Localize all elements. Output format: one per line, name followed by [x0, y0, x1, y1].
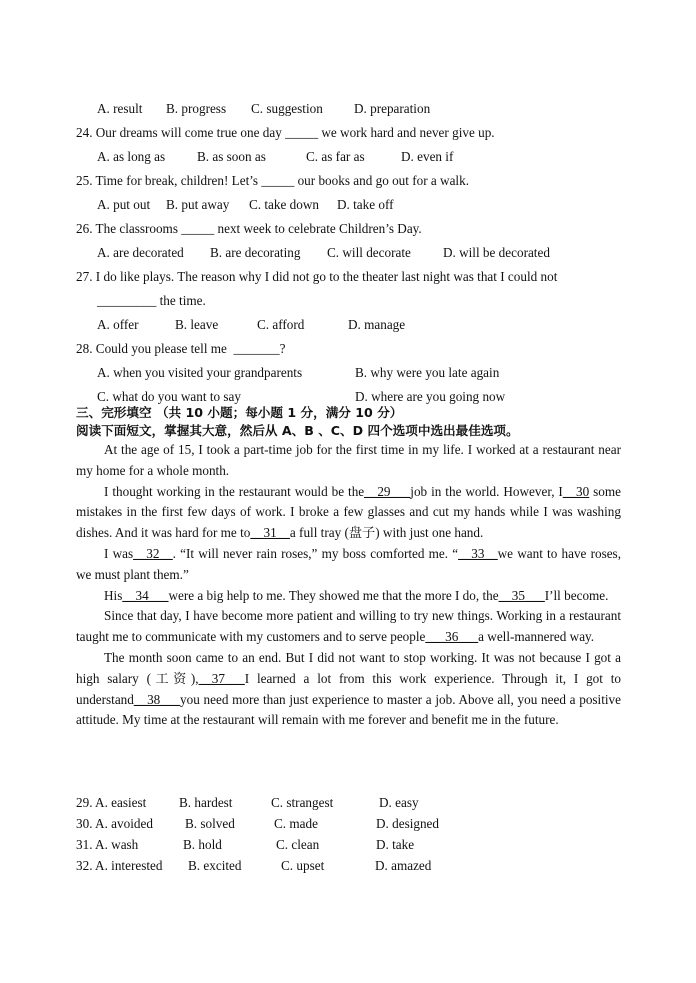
q31-option-a: 31. A. wash: [76, 837, 139, 852]
q28-stem: 28. Could you please tell me _______?: [76, 341, 286, 356]
q24-option-d: D. even if: [401, 149, 454, 164]
q30-option-b: B. solved: [185, 816, 235, 831]
q27-stem: 27. I do like plays. The reason why I did not go to the theater last night was that I could not: [76, 269, 558, 284]
q23-option-b: B. progress: [166, 101, 227, 116]
blank-35[interactable]: __35___: [498, 587, 545, 603]
q32-option-d: D. amazed: [375, 858, 432, 873]
passage-paragraph-3: I was__32__. “It will never rain roses,” my boss comforted me. “__33__we want to have roses, we must plant them.”: [76, 545, 621, 582]
q31-option-c: C. clean: [276, 837, 320, 852]
blank-30[interactable]: __30: [562, 483, 590, 499]
q24-option-c: C. as far as: [306, 149, 365, 164]
q27-option-a: A. offer: [97, 317, 139, 332]
q30-option-d: D. designed: [376, 816, 439, 831]
q30-option-c: C. made: [274, 816, 318, 831]
section-title: 三、完形填空 （共 10 小题；每小题 1 分，满分 10 分）: [76, 405, 403, 420]
q25-option-d: D. take off: [337, 197, 394, 212]
blank-36[interactable]: ___36___: [425, 629, 479, 645]
section-instruction: 阅读下面短文，掌握其大意，然后从 A、B 、C、D 四个选项中选出最佳选项。: [76, 423, 519, 438]
passage-paragraph-4: His__34___were a big help to me. They showed me that the more I do, the__35___I’ll become.: [104, 587, 609, 603]
q26-option-a: A. are decorated: [97, 245, 184, 260]
blank-31[interactable]: __31__: [250, 525, 290, 541]
blank-32[interactable]: __32__: [133, 545, 173, 561]
blank-33[interactable]: __33__: [458, 545, 498, 561]
q28-option-d: D. where are you going now: [355, 389, 506, 404]
q25-stem: 25. Time for break, children! Let’s _____ our books and go out for a walk.: [76, 173, 469, 188]
q30-option-a: 30. A. avoided: [76, 816, 153, 831]
passage-paragraph-1: At the age of 15, I took a part-time job for the first time in my life. I worked at a restaurant near my home for a whole month.: [76, 442, 621, 478]
q25-option-b: B. put away: [166, 197, 230, 212]
q29-option-a: 29. A. easiest: [76, 795, 147, 810]
q24-option-b: B. as soon as: [197, 149, 266, 164]
q27-option-b: B. leave: [175, 317, 219, 332]
passage-paragraph-5: Since that day, I have become more patient and willing to try new things. Working in a restaurant taught me to communicate with my customers and to serve people___36___a well-mannered way.: [76, 608, 621, 645]
q23-option-d: D. preparation: [354, 101, 431, 116]
q28-option-b: B. why were you late again: [355, 365, 500, 380]
blank-38[interactable]: __38___: [133, 691, 181, 707]
q23-option-a: A. result: [97, 101, 143, 116]
q26-option-d: D. will be decorated: [443, 245, 550, 260]
q26-stem: 26. The classrooms _____ next week to celebrate Children’s Day.: [76, 221, 422, 236]
q31-option-b: B. hold: [183, 837, 222, 852]
q28-option-c: C. what do you want to say: [97, 389, 241, 404]
q29-option-c: C. strangest: [271, 795, 334, 810]
q27-option-c: C. afford: [257, 317, 305, 332]
q24-option-a: A. as long as: [97, 149, 166, 164]
blank-37[interactable]: __37___: [198, 670, 245, 686]
q32-option-a: 32. A. interested: [76, 858, 163, 873]
passage-paragraph-6: The month soon came to an end. But I did not want to stop working. It was not because I got a high salary (工资),__37___I learned a lot from this work experience. Through it, I got to understand__38___you need more than just experience to master a job. Above all, you need a positive attitude. My time at the restaurant will remain with me forever and benefit me in the future.: [76, 649, 621, 728]
q32-option-b: B. excited: [188, 858, 242, 873]
q28-option-a: A. when you visited your grandparents: [97, 365, 303, 380]
cloze-passage: [76, 440, 621, 731]
q27-option-d: D. manage: [348, 317, 406, 332]
q29-option-d: D. easy: [379, 795, 419, 810]
q25-option-a: A. put out: [97, 197, 151, 212]
q23-option-c: C. suggestion: [251, 101, 323, 116]
q29-option-b: B. hardest: [179, 795, 233, 810]
q31-option-d: D. take: [376, 837, 415, 852]
q25-option-c: C. take down: [249, 197, 319, 212]
passage-paragraph-2: I thought working in the restaurant would be the__29___job in the world. However, I__30 some mistakes in the first few days of work. I broke a few glasses and cut my hands while I was washing dishes. And it was hard for me to__31__a full tray (盘子) with just one hand.: [76, 483, 621, 541]
q27-stem-continued: _________ the time.: [97, 293, 206, 308]
q32-option-c: C. upset: [281, 858, 325, 873]
blank-29[interactable]: __29___: [364, 483, 411, 499]
q26-option-b: B. are decorating: [210, 245, 301, 260]
blank-34[interactable]: __34___: [122, 587, 169, 603]
q24-stem: 24. Our dreams will come true one day _____ we work hard and never give up.: [76, 125, 495, 140]
q26-option-c: C. will decorate: [327, 245, 411, 260]
